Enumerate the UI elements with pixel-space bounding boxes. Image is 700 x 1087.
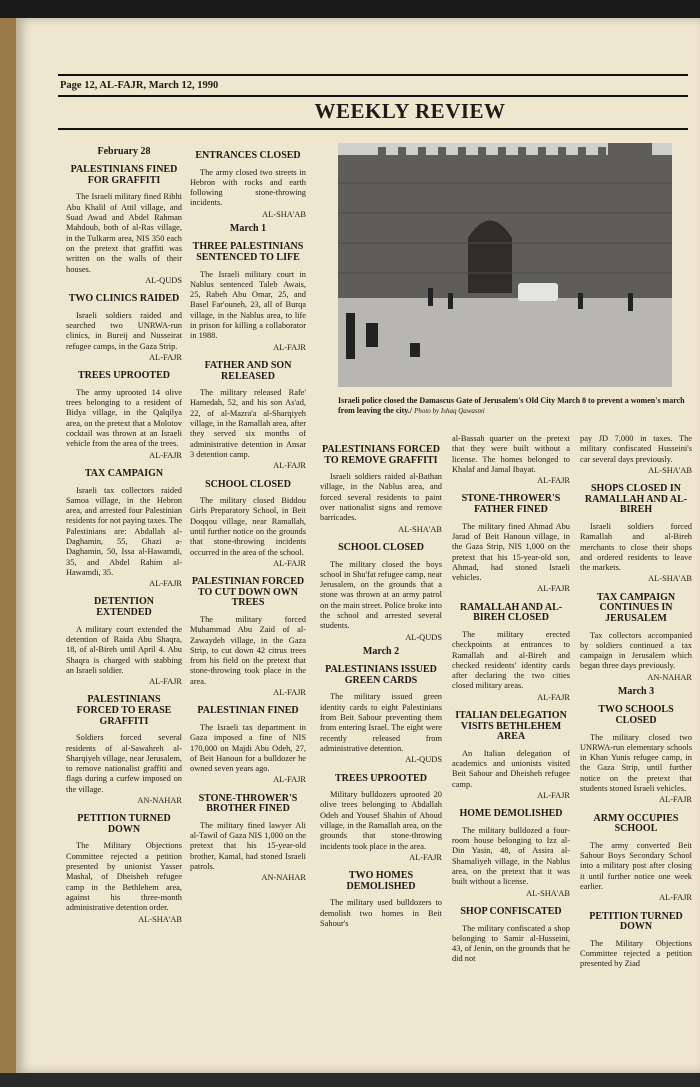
article-headline: TAX CAMPAIGN <box>84 467 164 479</box>
source-credit: AL-QUDS <box>405 632 442 642</box>
article-body: The military released Rafe' Hamedah, 52, and his son As'ad, 22, of al-Mazra'a al-Sharqiyeh village, in the Ramallah area, after they served six months of administrative detention in Ansar 3 detention camp. <box>190 388 306 459</box>
article-headline: STONE-THROWER'S FATHER FINED <box>461 493 561 516</box>
article-headline: SCHOOL CLOSED <box>205 478 291 490</box>
source-credit: AL-FAJR <box>149 352 182 362</box>
article-body: The Israeli military court in Nablus sentenced Taleb Awais, 25, Rabeh Abu Omar, 25, and Basel Far'ouneh, 23, all of Burqa village, in the Nablus area, to life in prison for killing a collaborator in 1988. <box>190 269 306 341</box>
source-credit: AL-SHA'AB <box>138 914 182 924</box>
article-body: The Israeli tax department in Gaza imposed a fine of NIS 170,000 on Majdi Abu Odeh, 27, of Beit Hanoun for a bulldozer he owned seven years ago. <box>190 722 306 774</box>
article-headline: ARMY OCCUPIES SCHOOL <box>593 812 679 835</box>
source-credit: AL-FAJR <box>659 795 692 805</box>
article-headline: SHOPS CLOSED IN RAMALLAH AND AL-BIREH <box>584 483 688 516</box>
article-headline: TAX CAMPAIGN CONTINUES IN JERUSALEM <box>596 591 676 624</box>
page-header: Page 12, AL-FAJR, March 12, 1990 <box>60 80 219 91</box>
header-rule <box>58 95 688 97</box>
source-credit: AL-FAJR <box>149 677 182 687</box>
source-credit: AL-FAJR <box>273 461 306 471</box>
article-headline: PETITION TURNED DOWN <box>589 910 683 933</box>
top-rule <box>58 74 688 76</box>
article-body: The military fined lawyer Ali al-Tawil of Gaza NIS 1,000 on the pretext that his 15-year-old brother, Kamal, had stoned Israeli patrols. <box>190 820 306 872</box>
article-body: Israeli soldiers forced Ramallah and al-Bireh merchants to close their shops and ordered residents to leave the markets. <box>580 521 692 573</box>
article-headline: TREES UPROOTED <box>335 772 427 784</box>
photo-caption <box>338 396 688 416</box>
source-credit: AL-FAJR <box>273 688 306 698</box>
article-body: The military closed the boys school in Shu'fat refugee camp, near Jerusalem, on the grounds that a stone was thrown at an army patrol on the main street. Police broke into the school and arrested several students. <box>320 559 442 631</box>
article-headline: PALESTINIANS FINED FOR GRAFFITI <box>70 164 178 186</box>
scan-bottom-edge <box>0 1073 700 1087</box>
date-heading: February 28 <box>97 146 151 157</box>
photo-credit: Photo by Ishaq Qawasmi <box>414 407 485 415</box>
article-headline: DETENTION EXTENDED <box>93 596 154 619</box>
source-credit: AL-SHA'AB <box>398 524 442 534</box>
column-5 <box>580 434 692 970</box>
article-headline: THREE PALESTINIANS SENTENCED TO LIFE <box>192 241 304 263</box>
column-2 <box>190 143 306 888</box>
source-credit: AL-QUDS <box>145 275 182 285</box>
damascus-gate-illustration <box>338 143 672 387</box>
article-body: A military court extended the detention of Raida Abu Shaqra, 18, of al-Bireh until April 4. Abu Shaqra is charged with stabbing an Israeli soldier. <box>66 624 182 675</box>
article-body: The Military Objections Committee rejected a petition presented by unionist Yasser Mashal, of Dheisheh refugee camp in the Bethlehem area, against his three-month administrative detention order. <box>66 841 182 913</box>
article-headline: ITALIAN DELEGATION VISITS BETHLEHEM AREA <box>455 710 567 743</box>
source-credit: AL-QUDS <box>405 755 442 765</box>
article-headline: HOME DEMOLISHED <box>459 808 563 820</box>
article-headline: PALESTINIANS FORCED TO REMOVE GRAFFITI <box>322 444 440 466</box>
article-body: The military issued green identity cards to eight Palestinians from Beit Sahour preventing them from entering Israel. The eight were recently released from administrative detention. <box>320 692 442 753</box>
article-body: The military used bulldozers to demolish two homes in Beit Sahour's <box>320 898 442 928</box>
article-headline: TREES UPROOTED <box>78 370 170 382</box>
source-credit: AN-NAHAR <box>261 873 306 883</box>
date-heading: March 3 <box>617 686 655 698</box>
source-credit: AL-FAJR <box>537 790 570 800</box>
source-credit: AN-NAHAR <box>137 796 182 805</box>
date-heading: March 1 <box>229 223 267 235</box>
article-body: The military confiscated a shop belonging to Samir al-Husseini, 43, of Jenin, on the grounds that he did not <box>452 923 570 964</box>
article-body: The military bulldozed a four-room house belonging to Izz al-Din Yasin, 48, of Assira al-Shamaliyeh village, in the Nablus area, on the pretext that it was built without a license. <box>452 825 570 887</box>
article-body: Israeli soldiers raided and searched two UNRWA-run clinics, in Bureij and Nusseirat refugee camps, in the Gaza Strip. <box>66 310 182 351</box>
source-credit: AL-SHA'AB <box>648 574 692 584</box>
article-headline: PALESTINIANS FORCED TO ERASE GRAFFITI <box>76 694 172 727</box>
source-credit: AL-FAJR <box>409 852 442 862</box>
article-body: The military forced Muhammad Abu Zaid of al-Zawaydeh village, in the Gaza Strip, to cut down 42 citrus trees from his field on the pretext that stone-throwing took place in the area. <box>190 614 306 686</box>
article-headline: SCHOOL CLOSED <box>338 541 424 553</box>
article-headline: RAMALLAH AND AL-BIREH CLOSED <box>459 601 563 624</box>
article-body: Israeli tax collectors raided Samoa village, in the Hebron area, and arrested four Palestinian residents for not paying taxes. The Palestinians are: Abdallah al-Daghamin, 55, Ghazi a-Daghamin, 50, Issa al-Hawamdi, 35, and Abdel Rahim al-Hawamdi, 35. <box>66 485 182 577</box>
article-body: al-Bassah quarter on the pretext that they were built without a license. The homes belonged to Khalaf and Jamal Ibayat. <box>452 434 570 474</box>
source-credit: AL-SHA'AB <box>526 888 570 898</box>
article-headline: TWO CLINICS RAIDED <box>68 293 180 305</box>
column-4 <box>452 434 570 965</box>
source-credit: AL-SHA'AB <box>648 465 692 475</box>
article-headline: PALESTINIAN FORCED TO CUT DOWN OWN TREES <box>191 576 305 609</box>
source-credit: AL-FAJR <box>273 775 306 785</box>
article-body: The army converted Beit Sahour Boys Secondary School into a military post after closing it until further notice one week earlier. <box>580 840 692 891</box>
article-body: The military closed two UNRWA-run elementary schools in Khan Yunis refugee camp, in the Gaza Strip, until further notice on the pretext that students stoned Israeli vehicles. <box>580 732 692 793</box>
damascus-gate-photo <box>338 143 672 387</box>
column-3 <box>320 437 442 929</box>
source-credit: AN-NAHAR <box>647 672 692 682</box>
article-body: The army uprooted 14 olive trees belonging to a resident of Bidya village, in the Qalqilya area, on the pretext that a Molotov cocktail was thrown at an Israeli vehicle from the area of the trees. <box>66 387 182 449</box>
article-headline: TWO HOMES DEMOLISHED <box>346 870 416 892</box>
source-credit: AL-FAJR <box>537 584 570 594</box>
source-credit: AL-FAJR <box>273 342 306 352</box>
article-body: Military bulldozers uprooted 20 olive trees belonging to Abdallah Odeh and Yousef Shahin of Aboud village, in the Ramallah area, on the grounds that stone-throwing incidents took place in the area. <box>320 790 442 851</box>
article-body: pay JD 7,000 in taxes. The military confiscated Husseini's car several days previously. <box>580 434 692 464</box>
article-headline: PETITION TURNED DOWN <box>77 813 171 835</box>
source-credit: AL-SHA'AB <box>262 209 306 219</box>
article-body: The army closed two streets in Hebron with rocks and earth following stone-throwing incidents. <box>190 167 306 208</box>
source-credit: AL-FAJR <box>537 476 570 486</box>
source-credit: AL-FAJR <box>273 558 306 568</box>
article-headline: STONE-THROWER'S BROTHER FINED <box>198 792 298 815</box>
date-heading: March 2 <box>362 645 400 657</box>
article-body: An Italian delegation of academics and unionists visited Beit Sahour and Dheisheh refugee camp. <box>452 748 570 789</box>
book-spine <box>0 18 16 1073</box>
source-credit: AL-FAJR <box>149 450 182 460</box>
article-headline: PALESTINIANS ISSUED GREEN CARDS <box>325 664 437 686</box>
source-credit: AL-FAJR <box>659 893 692 903</box>
article-headline: PALESTINIAN FINED <box>197 705 299 717</box>
masthead-rule <box>58 128 688 130</box>
article-body: Soldiers forced several residents of al-Sawahreh al-Sharqiyeh village, near Jerusalem, to remove nationalist graffiti and flags during a curfew imposed on the village. <box>66 733 182 794</box>
photo-caption-text: Israeli police closed the Damascus Gate of Jerusalem's Old City March 8 to prevent a women's march from leaving the city./ <box>338 396 685 415</box>
article-body: The military erected checkpoints at entrances to Ramallah and al-Bireh and checked residents' identity cards after declaring the two cities closed military areas. <box>452 629 570 691</box>
article-body: The Israeli military fined Ribhi Abu Khalil of Attil village, and Suad Awad and Abdel Rahman Mahdoub, both of al-Ras village, in the Tulkarm area, NIS 350 each on the pretext that graffiti was written on the walls of their houses. <box>66 192 182 274</box>
column-1 <box>66 143 182 929</box>
article-body: The military fined Ahmad Abu Jarad of Beit Hanoun village, in the Gaza Strip, NIS 1,000 on the pretext that his 15-year-old son, Ahmad, had stoned Israeli vehicles. <box>452 521 570 583</box>
article-headline: TWO SCHOOLS CLOSED <box>598 704 674 726</box>
article-body: The Military Objections Committee rejected a petition presented by Ziad <box>580 938 692 969</box>
article-body: Israeli soldiers raided al-Bathan village, in the Nablus area, and forced several residents to paint over nationalist signs and remove barricades. <box>320 472 442 523</box>
article-body: The military closed Biddou Girls Preparatory School, in Beit Doqqou village, near Ramallah, until further notice on the grounds that stone-throwing incidents occurred in the area of the school. <box>190 496 306 557</box>
source-credit: AL-FAJR <box>537 692 570 702</box>
source-credit: AL-FAJR <box>149 579 182 589</box>
article-headline: FATHER AND SON RELEASED <box>204 359 292 382</box>
article-body: Tax collectors accompanied by soldiers continued a tax campaign in Jerusalem which began three days previously. <box>580 630 692 671</box>
article-headline: SHOP CONFISCATED <box>460 905 562 917</box>
section-title: WEEKLY REVIEW <box>314 99 506 123</box>
article-headline: ENTRANCES CLOSED <box>195 150 301 161</box>
